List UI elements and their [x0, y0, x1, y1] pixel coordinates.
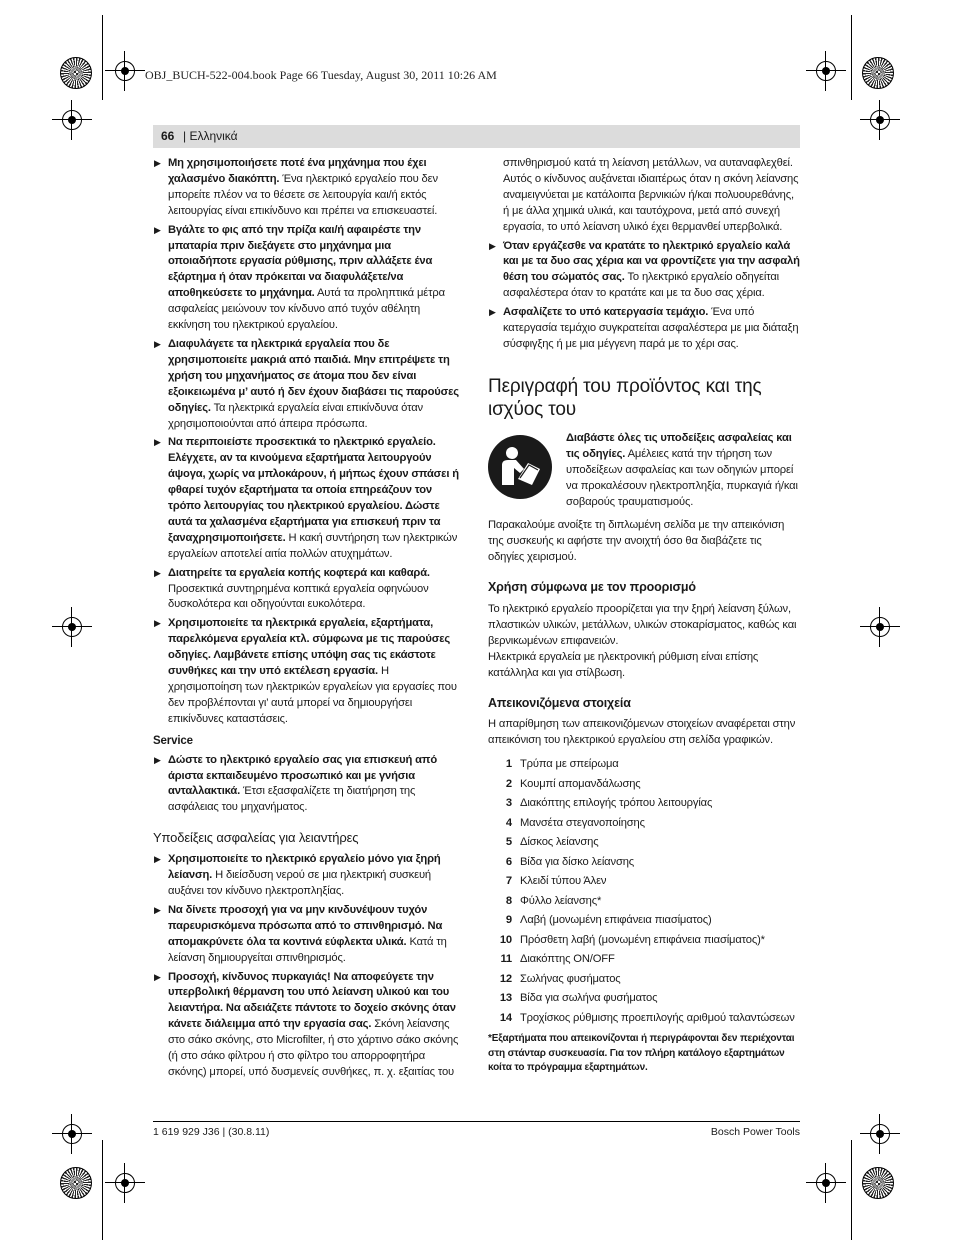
fold-out-note: Παρακαλούμε ανοίξτε τη διπλωμένη σελίδα με την απεικόνιση της συσκευής κι αφήστε την ανοιχτή όσο θα διαβάζετε τις οδηγίες χειρισμού.	[488, 519, 785, 564]
registration-rosette-icon	[60, 1167, 92, 1199]
section-title: Περιγραφή του προϊόντος και της ισχύος του	[488, 375, 762, 420]
language-label: | Ελληνικά	[183, 129, 238, 143]
accessories-footnote: *Εξαρτήματα που απεικονίζονται ή περιγράφονται δεν περιέχονται στη στάνταρ συσκευασία. Για τον πλήρη κατάλογο εξαρτημάτων κοίτα το πρόγραμμα εξαρτημάτων.	[488, 1033, 795, 1074]
safety-item: ▶ Μη χρησιμοποιήσετε ποτέ ένα μηχάνημα που έχει χαλασμένο διακόπτη. Ένα ηλεκτρικό εργαλείο που δεν μπορείτε πλέον να το θέσετε σε λειτουργία και/ή εκτός λειτουργίας είναι επικίνδυνο και πρέπει να επισκευαστεί.	[154, 157, 438, 217]
bullet-arrow-icon: ▶	[489, 240, 496, 251]
list-item: 4 Μανσέτα στεγανοποίησης	[505, 816, 645, 829]
continuation-text: σπινθηρισμού κατά τη λείανση μετάλλων, να αυταναφλεχθεί. Αυτός ο κίνδυνος αυξάνεται ιδιαιτέρως όταν η σκόνη λείανσης αναμειγνύεται με κατάλοιπα βερνικιών ή/και πολυουρεθάνης, ή με άλλα χημικά υλικά, και ταυτόχρονα, μετά από συνεχή εργασία, το υπό λείανση υλικό έχει θερμανθεί υπερβολικά.	[503, 157, 799, 233]
safety-item: ▶ Δώστε το ηλεκτρικό εργαλείο σας για επισκευή από άριστα εκπαιδευμένο προσωπικό και με γνήσια ανταλλακτικά. Έτσι εξασφαλίζετε τη διατήρηση της ασφάλειας του μηχανήματος.	[154, 753, 438, 814]
list-item: 3 Διακόπτης επιλογής τρόπου λειτουργίας	[505, 797, 713, 810]
safety-item: ▶ Βγάλτε το φις από την πρίζα και/ή αφαιρέστε την μπαταρία πριν διεξάγετε στο μηχάνημα μια οποιαδήποτε εργασία ρύθμισης, πριν αλλάξετε ένα εξάρτημα ή όταν πρόκειται να διαφυλάξετε/να αποθηκεύσετε το μηχάνημα. Αυτά τα προληπτικά μέτρα ασφαλείας μειώνουν τον κίνδυνο από τυχόν αθέλητη εκκίνηση του ηλεκτρικού εργαλείου.	[154, 223, 445, 332]
crop-mark-icon	[866, 106, 894, 134]
service-heading: Service	[153, 734, 193, 747]
crop-mark-icon	[866, 613, 894, 641]
trim-line	[851, 15, 852, 100]
right-column	[488, 156, 800, 1076]
trim-line	[102, 1140, 103, 1240]
crop-mark-icon	[812, 57, 840, 85]
intended-use-text: Ηλεκτρικά εργαλεία με ηλεκτρονική ρύθμιση είναι επίσης κατάλληλα και για στίλβωση.	[488, 650, 759, 679]
safety-item: ▶ Να δίνετε προσοχή για να μην κινδυνέψουν τυχόν παρευρισκόμενα πρόσωπα από το σπινθηρισμό. Να απομακρύνετε όλα τα κοντινά εύφλεκτα υλικά. Κατά τη λείανση δημιουργείται σπινθηρισμός.	[154, 903, 447, 964]
bullet-arrow-icon: ▶	[154, 437, 161, 448]
crop-mark-icon	[111, 57, 139, 85]
components-list	[488, 755, 800, 1028]
bullet-arrow-icon: ▶	[489, 307, 496, 318]
crop-mark-icon	[58, 106, 86, 134]
components-heading: Απεικονιζόμενα στοιχεία	[488, 695, 631, 710]
list-item: 11 Διακόπτης ON/OFF	[500, 953, 615, 966]
safety-item: ▶ Χρησιμοποιείτε το ηλεκτρικό εργαλείο μόνο για ξηρή λείανση. Η διείσδυση νερού σε μια ηλεκτρική συσκευή αυξάνει τον κίνδυνο ηλεκτροπληξίας.	[154, 853, 441, 897]
page-number: 66	[161, 129, 175, 143]
page-header-bar	[153, 125, 800, 148]
read-manual-icon	[488, 435, 552, 499]
intended-use-text: Το ηλεκτρικό εργαλείο προορίζεται για την ξηρή λείανση ξύλων, πλαστικών υλικών, μετάλλων, υλικών στοκαρίσματος, καθώς και βερνικωμένων επιφανειών.	[488, 603, 797, 647]
list-item: 12 Σωλήνας φυσήματος	[499, 972, 621, 985]
crop-mark-icon	[58, 613, 86, 641]
safety-item: ▶ Να περιποιείστε προσεκτικά το ηλεκτρικό εργαλείο. Ελέγχετε, αν τα κινούμενα εξαρτήματα λειτουργούν άψογα, χωρίς να μπλοκάρουν, ή μήπως έχουν σπάσει ή φθαρεί τυχόν εξαρτήματα τα οποία επηρεάζουν τον τρόπο λειτουργίας του ηλεκτρικού εργαλείου. Δώστε αυτά τα χαλασμένα εξαρτήματα για επισκευή πριν τα ξαναχρησιμοποιήσετε. Η κακή συντήρηση των ηλεκτρικών εργαλείων αποτελεί αιτία πολλών ατυχημάτων.	[154, 436, 459, 560]
list-item: 13 Βίδα για σωλήνα φυσήματος	[499, 992, 658, 1005]
sanders-heading: Υποδείξεις ασφαλείας για λειαντήρες	[153, 830, 359, 846]
list-item: 6 Βίδα για δίσκο λείανσης	[505, 855, 635, 868]
safety-item: ▶ Χρησιμοποιείτε τα ηλεκτρικά εργαλεία, εξαρτήματα, παρελκόμενα εργαλεία κτλ. σύμφωνα με τις παρούσες οδηγίες. Λαμβάνετε επίσης υπόψη σας τις εκάστοτε συνθήκες και την υπό εκτέλεση εργασία. Η χρησιμοποίηση των ηλεκτρικών εργαλείων για εργασίες που δεν προβλέπονται γι’ αυτά μπορεί να δημιουργήσει επικίνδυνες καταστάσεις.	[154, 617, 457, 725]
trim-line	[851, 1140, 852, 1240]
bullet-arrow-icon: ▶	[154, 904, 161, 915]
crop-mark-icon	[866, 1120, 894, 1148]
read-instructions-warning: Διαβάστε όλες τις υποδείξεις ασφαλείας και τις οδηγίες. Αμέλειες κατά την τήρηση των υποδείξεων ασφαλείας και των οδηγιών μπορεί να προκαλέσουν ηλεκτροπληξία, πυρκαγιά ή/και σοβαρούς τραυματισμούς.	[488, 431, 800, 511]
bullet-arrow-icon: ▶	[154, 971, 161, 982]
bullet-arrow-icon: ▶	[154, 338, 161, 349]
footer-brand: Bosch Power Tools	[710, 1126, 800, 1138]
list-item: 9 Λαβή (μονωμένη επιφάνεια πιασίματος)	[505, 914, 712, 927]
list-item: 7 Κλειδί τύπου Άλεν	[505, 875, 607, 888]
registration-rosette-icon	[862, 57, 894, 89]
list-item: 8 Φύλλο λείανσης*	[505, 894, 602, 907]
crop-mark-icon	[111, 1169, 139, 1197]
registration-rosette-icon	[862, 1167, 894, 1199]
bullet-arrow-icon: ▶	[154, 224, 161, 235]
bullet-arrow-icon: ▶	[154, 754, 161, 765]
trim-line	[102, 15, 103, 100]
footer-document-code: 1 619 929 J36 | (30.8.11)	[153, 1126, 270, 1138]
left-column	[153, 156, 461, 1084]
components-intro: Η απαρίθμηση των απεικονιζόμενων στοιχείων αναφέρεται στην απεικόνιση του ηλεκτρικού εργαλείου στη σελίδα γραφικών.	[488, 718, 796, 747]
safety-item: ▶ Προσοχή, κίνδυνος πυρκαγιάς! Να αποφεύγετε την υπερβολική θέρμανση του υπό λείανση υλικού και του λειαντήρα. Να αδειάζετε πάντοτε το δοχείο σκόνης όταν κάνετε διάλειμμα από την εργασία σας. Σκόνη λείανσης στο σάκο σκόνης, στο Microfilter, ή στο χάρτινο σάκο σκόνης (ή στο σάκο φίλτρου ή στο φίλτρο του απορροφητήρα σκόνης) μπορεί, υπό δυσμενείς συνθήκες, π. χ. εξαιτίας του	[154, 970, 459, 1078]
bullet-arrow-icon: ▶	[154, 618, 161, 629]
intended-use-heading: Χρήση σύμφωνα με τον προορισμό	[488, 580, 696, 595]
bullet-arrow-icon: ▶	[154, 158, 161, 168]
crop-mark-icon	[58, 1120, 86, 1148]
crop-mark-icon	[812, 1169, 840, 1197]
footer-rule	[153, 1121, 800, 1122]
list-item: 10 Πρόσθετη λαβή (μονωμένη επιφάνεια πιασίματος)*	[499, 933, 765, 946]
bullet-arrow-icon: ▶	[154, 854, 161, 865]
safety-item: ▶ Όταν εργάζεσθε να κρατάτε το ηλεκτρικό εργαλείο καλά και με τα δυο σας χέρια και να φροντίζετε για την ασφαλή θέση του σώματός σας. Το ηλεκτρικό εργαλείο οδηγείται ασφαλέστερα όταν το κρατάτε και με τα δυο σας χέρια.	[489, 239, 800, 300]
list-item: 2 Κουμπί απομανδάλωσης	[505, 777, 641, 790]
print-header: OBJ_BUCH-522-004.book Page 66 Tuesday, August 30, 2011 10:26 AM	[145, 68, 497, 82]
safety-item: ▶ Διατηρείτε τα εργαλεία κοπής κοφτερά και καθαρά. Προσεκτικά συντηρημένα κοπτικά εργαλεία οφηνώυον δυσκολότερα και οδηγούνται ευκολότερα.	[154, 566, 430, 611]
safety-item: ▶ Διαφυλάγετε τα ηλεκτρικά εργαλεία που δε χρησιμοποιείτε μακριά από παιδιά. Μην επιτρέψετε τη χρήση του μηχανήματος σε άτομα που δεν είναι εξοικειωμένα μ’ αυτό ή δεν έχουν διαβάσει τις παρούσες οδηγίες. Τα ηλεκτρικά εργαλεία είναι επικίνδυνα όταν χρησιμοποιούνται από άπειρα πρόσωπα.	[154, 337, 459, 430]
registration-rosette-icon	[60, 57, 92, 89]
safety-item: ▶ Ασφαλίζετε το υπό κατεργασία τεμάχιο. Ένα υπό κατεργασία τεμάχιο συγκρατείται ασφαλέστερα με μια διάταξη σύσφιγξης ή με μια μέγγενη παρά με το χέρι σας.	[489, 306, 799, 350]
list-item: 14 Τροχίσκος ρύθμισης προεπιλογής αριθμού ταλαντώσεων	[499, 1011, 795, 1024]
list-item: 1 Τρύπα με σπείρωμα	[505, 758, 619, 771]
list-item: 5 Δίσκος λείανσης	[505, 836, 599, 849]
bullet-arrow-icon: ▶	[154, 567, 161, 578]
